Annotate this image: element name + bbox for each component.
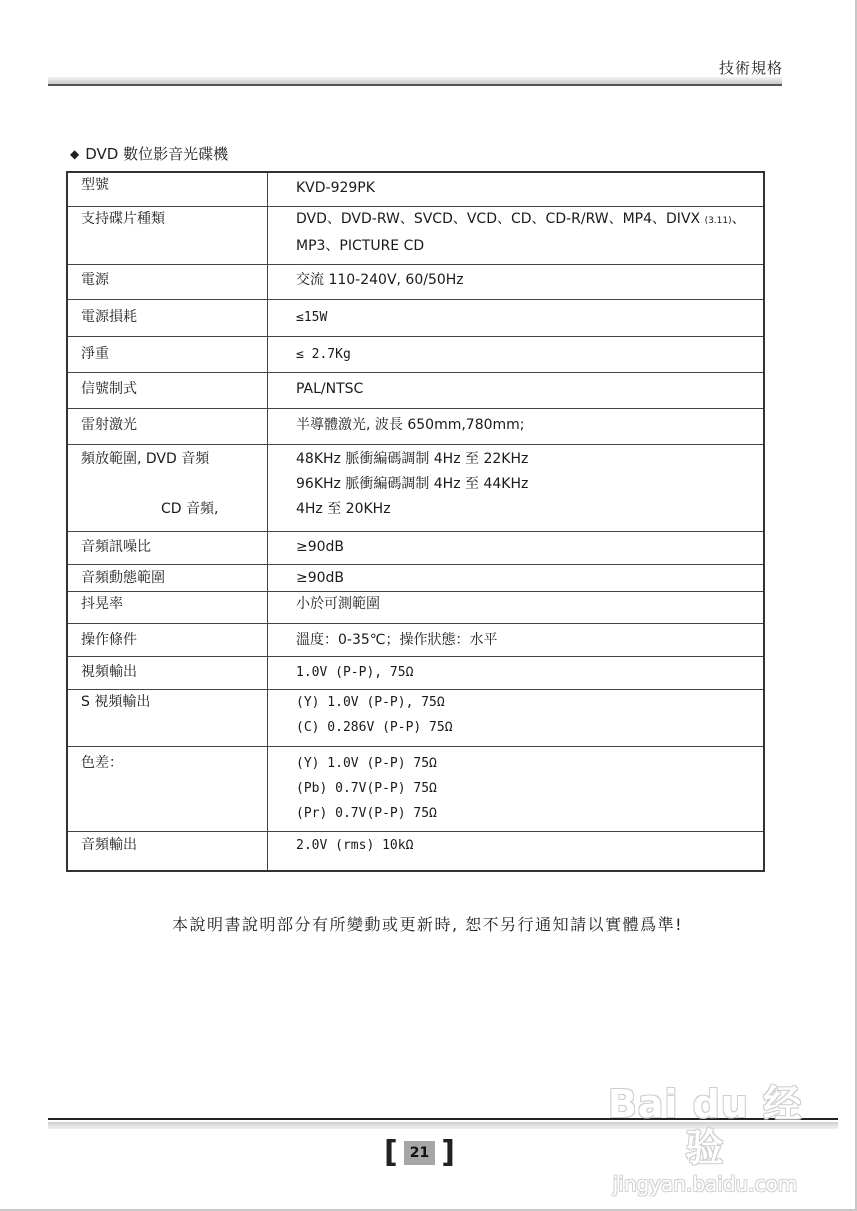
table-row bbox=[67, 531, 764, 564]
table-row bbox=[67, 336, 764, 372]
spec-table bbox=[66, 171, 765, 872]
table-row bbox=[67, 746, 764, 831]
table-row bbox=[67, 172, 764, 206]
spec-value: 交流 110-240V, 60/50Hz bbox=[268, 264, 765, 299]
spec-label: 型號 bbox=[67, 172, 268, 206]
disclaimer-notice: 本說明書說明部分有所變動或更新時, 恕不另行通知請以實體爲準! bbox=[172, 915, 684, 934]
spec-value: ≥90dB bbox=[268, 564, 765, 591]
spec-label: 視頻輸出 bbox=[67, 656, 268, 689]
table-row bbox=[67, 444, 764, 531]
table-row bbox=[67, 408, 764, 444]
table-row bbox=[67, 831, 764, 871]
table-row bbox=[67, 206, 764, 264]
bracket-right: ] bbox=[441, 1135, 455, 1170]
spec-value: (Y) 1.0V (P-P), 75Ω (C) 0.286V (P-P) 75Ω bbox=[268, 689, 765, 746]
spec-label: 抖晃率 bbox=[67, 591, 268, 623]
spec-label: 音頻輸出 bbox=[67, 831, 268, 871]
bracket-left: [ bbox=[384, 1135, 398, 1170]
spec-value: ≥90dB bbox=[268, 531, 765, 564]
table-row bbox=[67, 564, 764, 591]
spec-label: 電源 bbox=[67, 264, 268, 299]
spec-value: 小於可測範圍 bbox=[268, 591, 765, 623]
diamond-bullet-icon: ◆ bbox=[70, 147, 80, 161]
spec-value: DVD、DVD-RW、SVCD、VCD、CD、CD-R/RW、MP4、DIVX (3.11)、 MP3、PICTURE CD bbox=[268, 206, 765, 264]
spec-label: 淨重 bbox=[67, 336, 268, 372]
table-row bbox=[67, 264, 764, 299]
version-note: (3.11) bbox=[704, 215, 732, 226]
table-row bbox=[67, 299, 764, 336]
table-row bbox=[67, 623, 764, 656]
spec-label: 信號制式 bbox=[67, 372, 268, 408]
spec-value: 1.0V (P-P), 75Ω bbox=[268, 656, 765, 689]
header-rule bbox=[48, 77, 782, 87]
spec-label: 電源損耗 bbox=[67, 299, 268, 336]
section-title-text: DVD 數位影音光碟機 bbox=[85, 145, 229, 163]
table-row bbox=[67, 689, 764, 746]
spec-label: 音頻訊噪比 bbox=[67, 531, 268, 564]
spec-label: 支持碟片種類 bbox=[67, 206, 268, 264]
spec-value: ≤ 2.7Kg bbox=[268, 336, 765, 372]
spec-label: S 視頻輸出 bbox=[67, 689, 268, 746]
section-title bbox=[70, 143, 228, 164]
spec-value: 2.0V (rms) 10kΩ bbox=[268, 831, 765, 871]
spec-value: ≤15W bbox=[268, 299, 765, 336]
spec-label: 操作條件 bbox=[67, 623, 268, 656]
baidu-logo-icon: Bai du 经验 bbox=[607, 1082, 803, 1170]
table-row bbox=[67, 656, 764, 689]
header-title: 技術規格 bbox=[718, 59, 783, 77]
spec-value: 溫度：0-35℃；操作狀態：水平 bbox=[268, 623, 765, 656]
spec-label: 雷射激光 bbox=[67, 408, 268, 444]
spec-value: 48KHz 脈衝編碼調制 4Hz 至 22KHz 96KHz 脈衝編碼調制 4Hz 至 44KHz 4Hz 至 20KHz bbox=[268, 444, 765, 531]
page-number-value: 21 bbox=[404, 1141, 435, 1165]
watermark-url: jingyan.baidu.com bbox=[612, 1172, 798, 1196]
spec-value: KVD-929PK bbox=[268, 172, 765, 206]
spec-label: 色差： bbox=[67, 746, 268, 831]
page-number bbox=[384, 1135, 455, 1170]
table-row bbox=[67, 372, 764, 408]
spec-label: 音頻動態範圍 bbox=[67, 564, 268, 591]
spec-label: 頻放範圍, DVD 音頻 CD 音頻, bbox=[67, 444, 268, 531]
table-row bbox=[67, 591, 764, 623]
baidu-watermark bbox=[605, 1082, 805, 1196]
spec-value: 半導體激光, 波長 650mm,780mm; bbox=[268, 408, 765, 444]
spec-value: (Y) 1.0V (P-P) 75Ω (Pb) 0.7V(P-P) 75Ω (Pr) 0.7V(P-P) 75Ω bbox=[268, 746, 765, 831]
spec-value: PAL/NTSC bbox=[268, 372, 765, 408]
